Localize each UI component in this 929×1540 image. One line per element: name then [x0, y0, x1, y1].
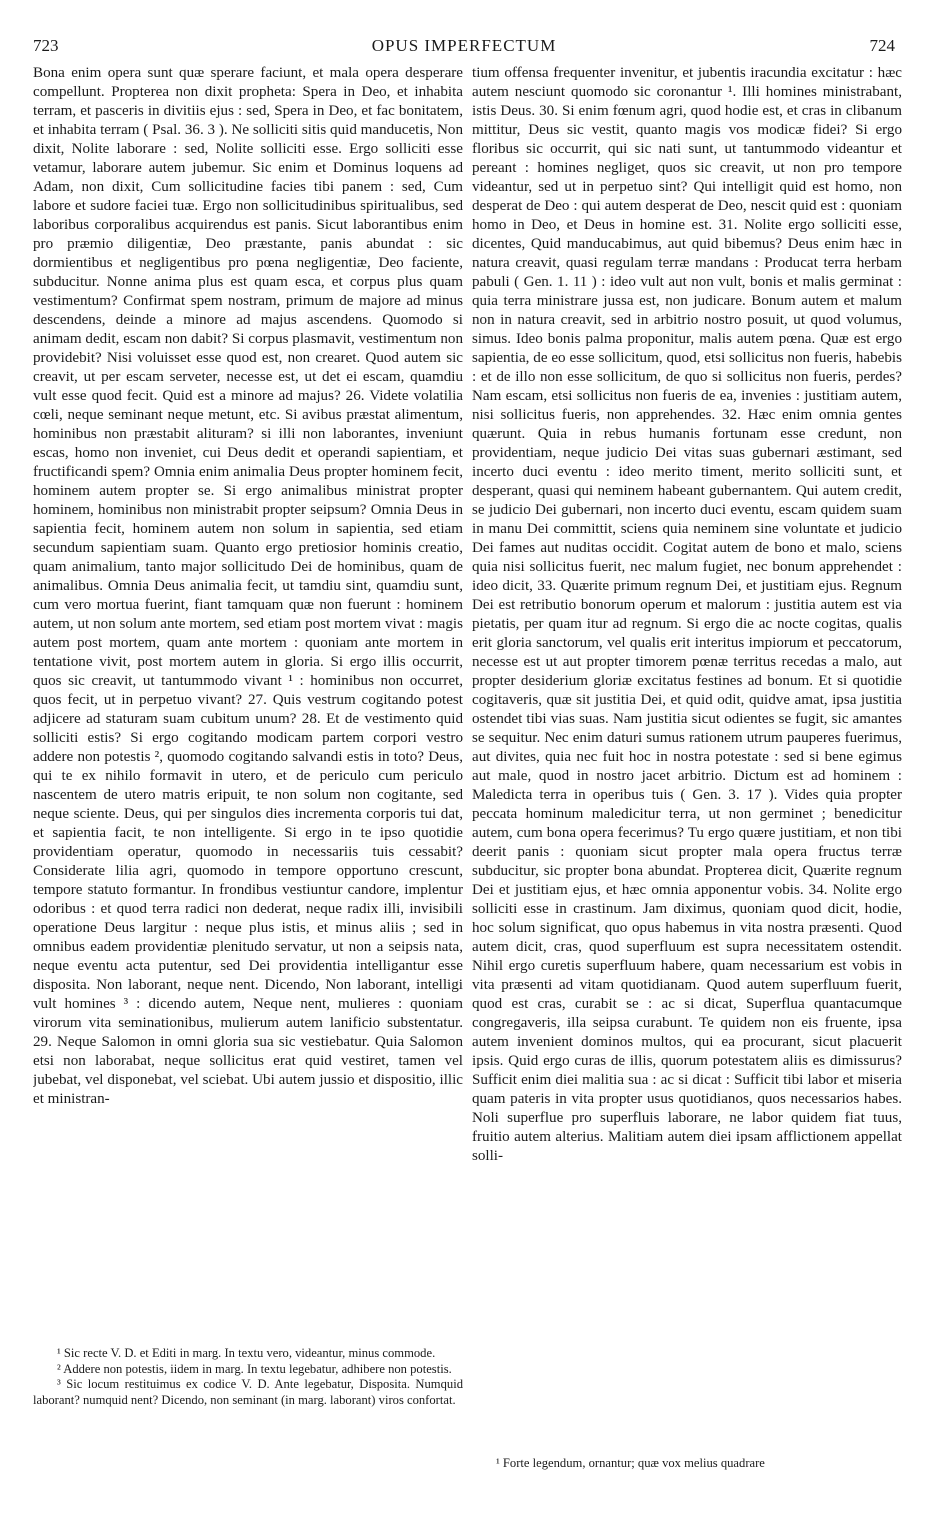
right-column [472, 64, 902, 1472]
footnote: ³ Sic locum restituimus ex codice V. D. Ante legebatur, Disposita. Numquid laborant? numquid nent? Dicendo, non seminant (in marg. laborant) viros confortat. [33, 1377, 463, 1407]
footnote: ¹ Sic recte V. D. et Editi in marg. In textu vero, videantur, minus commode. [57, 1346, 436, 1360]
right-column-text: tium offensa frequenter invenitur, et jubentis iracundia excitatur : hæc autem nesciunt quomodo sic coronantur ¹. Illi homines ministrabant, istis Deus. 30. Si enim fœnum agri, quod hodie est, et cras in clibanum mittitur, Deus sic vestit, quanto magis vos modicæ fidei? Si ergo floribus sic occurrit, qui sic nati sunt, ut tantummodo videantur et pereant : homines negliget, quos sic creavit, ut non pro tempore videantur, sed ut in perpetuo sint? Qui intelligit quid est homo, non desperat de Deo : qui autem desperat de Deo, nescit quid est : quoniam homo in Deo, et Deus in homine est. 31. Nolite ergo solliciti esse, dicentes, Quid manducabimus, aut quid bibemus? Deus enim hæc in natura creavit, quasi regulam terræ mandans : Producat terra herbam pabuli ( Gen. 1. 11 ) : ideo vult aut non vult, bonis et malis germinat : quia terra ministrare jussa est, non judicare. Bonum autem et malum non in natura creavit, sed in arbitrio nostro posuit, ut quod volumus, simus. Ideo bonis palma proponitur, malis autem pœna. Quæ est ergo sapientia, de eo esse sollicitum, quod, etsi sollicitus non fueris, habebis : et de illo non esse sollicitum, de quo si sollicitus non fueris, perdes? Nam escam, etsi sollicitus non fueris de ea, invenies : justitiam autem, nisi sollicitus fueris, non apprehendes. 32. Hæc enim omnia gentes quærunt. Quia in rebus humanis fortunam esse credunt, non providentiam, neque judicio Dei vitas suas gubernari æstimant, sed incerto duci eventu : ideo merito timent, merito solliciti sunt, et desperant, quasi qui neminem habeant gubernantem. Qui autem credit, se judicio Dei gubernari, non incerto duci eventu, escam quidem suam in manu Dei committit, sciens quia neminem sine voluntate et judicio Dei fames aut nuditas occidit. Cogitat autem de bono et malo, sciens quia nisi sollicitus fuerit, nec malum fugiet, nec bonum apprehendet : ideo dicit, 33. Quærite primum regnum Dei, et justitiam ejus. Regnum Dei est retributio bonorum operum et malorum : justitia autem est via pietatis, per quam itur ad regnum. Si ergo die ac nocte cogitas, qualis erit gloria sanctorum, vel qualis erit interitus impiorum et peccatorum, necesse est ut aut propter timorem pœnæ territus recedas a malo, aut propter desiderium gloriæ excitatus festines ad bonum. Et si quotidie cogitaveris, quæ sit justitia Dei, et quid odit, quidve amat, ipsa justitia ostendet tibi vias suas. Nam justitia sicut odientes se fugit, sic amantes se sequitur. Nec enim daturi sumus rationem utrum pauperes fuerimus, aut divites, quia nec fuit hoc in nostra potestate : sed si bene egimus aut male, quod in nostro jacet arbitrio. Dictum est ad hominem : Maledicta terra in operibus tuis ( Gen. 3. 17 ). Vides quia propter peccata hominum maledicitur terra, ut non germinet ; benedicitur autem, cum bona opera fecerimus? Tu ergo quære justitiam, et non tibi deerit panis : quoniam sicut propter mala opera fructus terræ subducitur, sic propter bona abundat. Propterea dicit, Quærite regnum Dei et justitiam ejus, et hæc omnia apponentur vobis. 34. Nolite ergo solliciti esse in crastinum. Jam diximus, quoniam quod dicit, hodie, hoc solum significat, quo opus habemus in vita nostra præsenti. Quod autem dicit, cras, quod superfluum est supra necessitatem ostendit. Nihil ergo curetis superfluum habere, quam necessarium est vobis in vita præsenti ad vitam quotidianam. Quod autem superfluum fuerit, quod est cras, curabit se : ac si dicat, Superflua quantacumque congregaveris, illa seipsa curabunt. Te quidem non eis fruente, ipsa autem invenient dominos multos, qui ea procurant, sicut placuerit ipsis. Quid ergo curas de illis, quorum potestatem aliis es dimissurus? Sufficit enim diei malitia sua : ac si dicat : Sufficit tibi labor et miseria quam pateris in vita propter usus quotidianos, quos necessarios habes. Noli superflue pro superfluis laborare, ne labor quidem fiat tuus, fruitio autem alterius. Malitiam autem diei ipsam afflictionem appellat solli- [472, 65, 902, 1164]
right-page-number: 724 [869, 36, 895, 55]
left-page-number: 723 [33, 36, 59, 55]
running-title: OPUS IMPERFECTUM [371, 36, 557, 55]
left-footnotes [33, 1346, 463, 1408]
page-header [33, 36, 895, 60]
footnote: ² Addere non potestis, iidem in marg. In textu legebatur, adhibere non potestis. [57, 1361, 452, 1376]
left-column-text: Bona enim opera sunt quæ sperare faciunt, et mala opera desperare compellunt. Propterea non dixit propheta: Spera in Deo, et inhabita terram, et pasceris in divitiis ejus : sed, Spera in Deo, et fac bonitatem, et inhabita terram ( Psal. 36. 3 ). Ne solliciti sitis quid manducetis, Non dixit, Nolite laborare : sed, Nolite solliciti esse. Ergo solliciti esse vetamur, laborare autem jubemur. Sic enim et Dominus loquens ad Adam, non dixit, Cum sollicitudine facies tibi panem : sed, Cum labore et sudore faciei tuæ. Ergo non sollicitudinibus spiritualibus, sed laboribus corporalibus acquirendus est panis. Sicut laborantibus enim pro præmio diligentiæ, Deo præstante, panis abundat : sic dormientibus et negligentibus pro pœna negligentiæ, Deo faciente, subducitur. Nonne anima plus est quam esca, et corpus plus quam vestimentum? Confirmat spem nostram, primum de majore ad minus descendens, deinde a minore ad majus ascendens. Quomodo si animam dedit, escam non dabit? Si corpus plasmavit, vestimentum non providebit? Nisi voluisset esse quod est, non crearet. Quod autem sic creavit, ut per escam serveter, necesse est, ut det ei escam, quamdiu vult esse quod fecit. Quid est a minore ad majus? 26. Videte volatilia cœli, neque seminant neque metunt, etc. Si avibus præstat alimentum, hominibus non præstabit alituram? si illi non laborantes, inveniunt escas, homo non inveniet, cui Deus dedit et operandi sapientiam, et fructificandi spem? Omnia enim animalia Deus propter hominem fecit, hominem autem propter se. Si ergo animalibus ministrat propter hominem, hominibus non ministrabit propter seipsum? Omnia Deus in sapientia fecit, hominem autem non solum in sapientia, sed etiam secundum sapientiam suam. Quanto ergo pretiosior hominis creatio, quam animalium, tanto major sollicitudo Dei de hominibus, quam de animalibus. Omnia Deus animalia fecit, ut tamdiu sint, quamdiu sunt, cum vero mortua fuerint, fiant tamquam quæ non fuerunt : hominem autem, ut non solum ante mortem, sed etiam post mortem vivat : magis autem post mortem, quam ante mortem : quoniam ante mortem in tentatione vivit, post mortem autem in gloria. Si ergo illis occurrit, quos sic creavit, ut tantummodo vivant ¹ : hominibus non occurret, quos fecit, ut in perpetuo vivant? 27. Quis vestrum cogitando potest adjicere ad staturam suam cubitum unum? 28. Et de vestimento quid solliciti estis? Si ergo cogitando modicam partem corpori vestro addere non potestis ², quomodo cogitando salvandi estis in toto? Deus, qui te ex nihilo formavit in utero, et de periculo cum periculo nascentem de utero matris eripuit, te non solum non cogitante, sed neque sciente. Deus, qui per singulos dies incrementa corporis tui dat, et sapientia facit, te non intelligente. Si ergo in te ipso quotidie providentiam operatur, quomodo in necessariis tuis cessabit? Considerate lilia agri, quomodo in tempore opportuno crescunt, tempore statuto formantur. In frondibus vestiuntur candore, implentur odoribus : et quod terra radici non dederat, neque radix illi, invisibili operatione Deus largitur : neque plus istis, et minus aliis ; sed in omnibus eadem providentiæ plenitudo servatur, ut non a seipsis nata, neque eventu acta putentur, sed Dei providentia intelligantur esse disposita. Non laborant, neque nent. Dicendo, Non laborant, intelligi vult homines ³ : dicendo autem, Neque nent, mulieres : quoniam virorum vita seminationibus, mulierum autem lanificio substentatur. 29. Neque Salomon in omni gloria sua sic vestiebatur. Quia Salomon etsi non laborabat, neque sollicitus erat quid vestiret, tamen vel jubebat, vel disponebat, vel sciebat. Ubi autem jussio et dispositio, illic et ministran- [33, 65, 463, 1107]
footnote: ¹ Forte legendum, ornantur; quæ vox melius quadrare [496, 1456, 765, 1470]
left-column [33, 64, 463, 1408]
right-footnotes [472, 1456, 902, 1472]
